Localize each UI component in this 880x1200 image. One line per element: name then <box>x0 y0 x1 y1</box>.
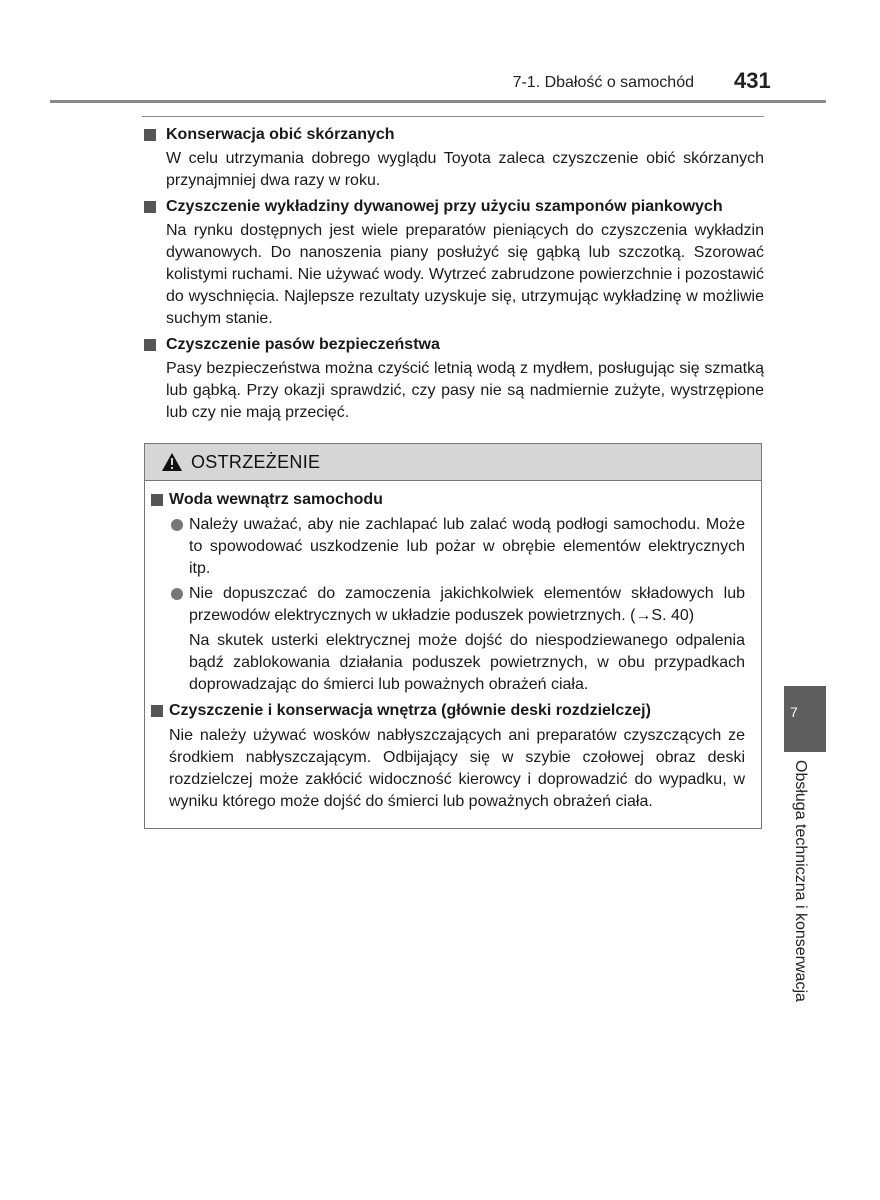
section-body: Na rynku dostępnych jest wiele preparatów pieniących do czyszczenia wykładzin dywanowych. Do nanoszenia piany posłużyć się gąbką lub szczotką. Szorować kolistymi ruchami. Nie używać wody. Wytrzeć zabrudzone powierzchnie i pozostawić do wyschnięcia. Najlepsze rezultaty uzyskuje się, utrzymując wykładzinę w możliwie suchym stanie. <box>166 222 764 327</box>
chapter-tab <box>784 686 826 752</box>
square-bullet-icon <box>144 201 156 213</box>
section-title <box>144 124 764 146</box>
page-number: 431 <box>734 68 771 93</box>
section-body: W celu utrzymania dobrego wyglądu Toyota zaleca czyszczenie obić skórzanych przynajmniej dwa razy w roku. <box>166 150 764 189</box>
chapter-tab-number: 7 <box>790 704 798 720</box>
round-bullet-icon <box>171 588 183 600</box>
list-item <box>151 514 745 580</box>
round-bullet-icon <box>171 519 183 531</box>
header-rule <box>50 100 826 103</box>
warning-triangle-icon <box>161 452 183 472</box>
warning-subtitle <box>151 700 745 722</box>
warning-label: OSTRZEŻENIE <box>191 452 321 472</box>
warning-header <box>145 444 761 481</box>
list-item-text: Należy uważać, aby nie zachlapać lub zalać wodą podłogi samochodu. Może to spowodować uszkodzenie lub pożar w obrębie elementów elektrycznych itp. <box>189 516 745 577</box>
warning-body <box>145 481 761 813</box>
section-title <box>144 196 764 218</box>
section-title <box>144 334 764 356</box>
warning-subtitle-text: Czyszczenie i konserwacja wnętrza (głównie deski rozdzielczej) <box>169 702 651 719</box>
list-item-text: Nie dopuszczać do zamoczenia jakichkolwiek elementów składowych lub przewodów elektrycznych w układzie poduszek powietrznych. (→S. 40) <box>189 585 745 624</box>
main-content <box>144 124 764 428</box>
list-item <box>151 583 745 627</box>
warning-subtitle-text: Woda wewnątrz samochodu <box>169 491 383 508</box>
square-bullet-icon <box>151 494 163 506</box>
warning-subtitle <box>151 489 745 511</box>
warning-box <box>144 443 762 829</box>
list-item-continuation: Na skutek usterki elektrycznej może dojść do niespodziewanego odpalenia bądź zablokowania działania poduszek powietrznych, w obu przypadkach doprowadzając do śmierci lub poważnych obrażeń ciała. <box>189 632 745 693</box>
square-bullet-icon <box>151 705 163 717</box>
content-top-rule <box>142 116 764 117</box>
header-title: 7-1. Dbałość o samochód <box>512 74 694 91</box>
section-title-text: Czyszczenie pasów bezpieczeństwa <box>166 336 440 353</box>
chapter-title-vertical: Obsługa techniczna i konserwacja <box>792 760 809 1002</box>
section-title-text: Konserwacja obić skórzanych <box>166 126 395 143</box>
square-bullet-icon <box>144 129 156 141</box>
section-body: Pasy bezpieczeństwa można czyścić letnią wodą z mydłem, posługując się szmatką lub gąbką. Przy okazji sprawdzić, czy pasy nie są nadmiernie zużyte, wystrzępione lub czy nie mają przecięć. <box>166 360 764 421</box>
warning-paragraph: Nie należy używać wosków nabłyszczających ani preparatów czyszczących ze środkiem nabłyszczającym. Odbijający się w szybie czołowej obraz deski rozdzielczej może zakłócić widoczność kierowcy i doprowadzić do wypadku, w wyniku którego może dojść do śmierci lub poważnych obrażeń ciała. <box>169 727 745 810</box>
square-bullet-icon <box>144 339 156 351</box>
section-title-text: Czyszczenie wykładziny dywanowej przy użyciu szamponów piankowych <box>166 198 723 215</box>
